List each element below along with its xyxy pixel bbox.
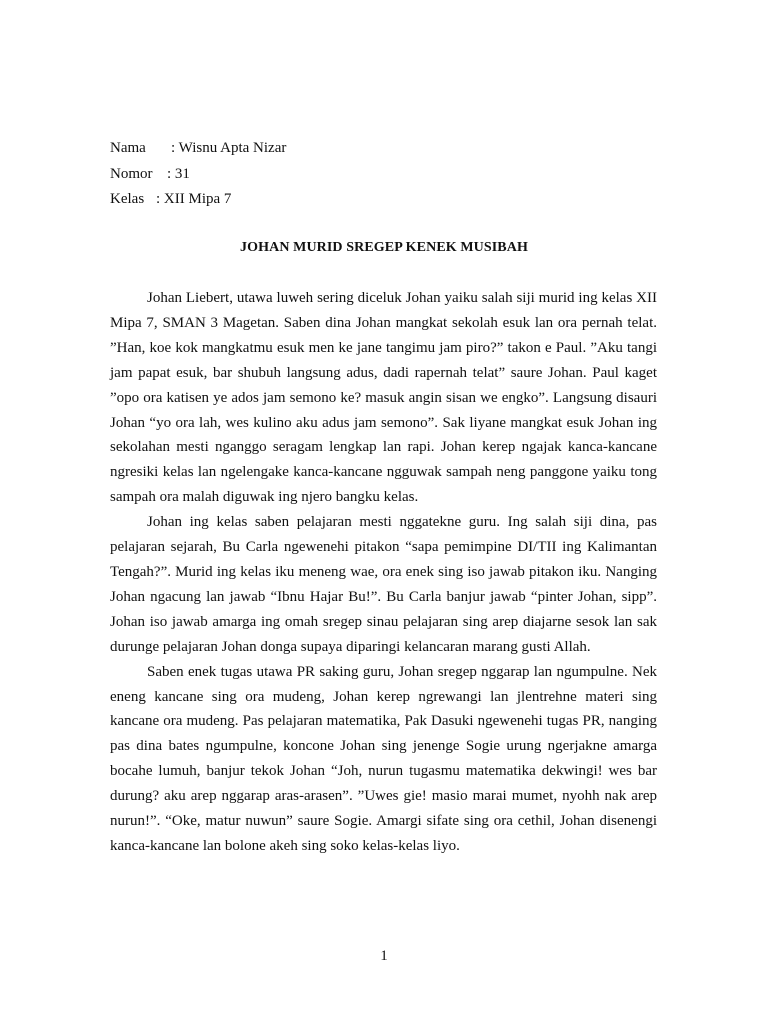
paragraph: Johan ing kelas saben pelajaran mesti nggatekne guru. Ing salah siji dina, pas pelajaran sejarah, Bu Carla ngewenehi pitakon “sapa pemimpine DI/TII ing Kalimantan Tengah?”. Murid ing kelas iku meneng wae, ora enek sing iso jawab pitakon iku. Nanging Johan ngacung lan jawab “Ibnu Hajar Bu!”. Bu Carla banjur jawab “pinter Johan, sipp”. Johan iso jawab amarga ing omah sregep sinau pelajaran sing arep diajarne sesok lan sak durunge pelajaran Johan donga supaya diparingi kelancaran marang gusti Allah. <box>110 514 657 655</box>
page-number: 1 <box>380 948 388 964</box>
student-number-row <box>110 162 286 188</box>
name-label: Nama <box>110 140 146 156</box>
paragraph: Johan Liebert, utawa luweh sering diceluk Johan yaiku salah siji murid ing kelas XII Mipa 7, SMAN 3 Magetan. Saben dina Johan mangkat sekolah esuk lan ora pernah telat. ”Han, koe kok mangkatmu esuk men ke jane tangimu jam piro?” takon e Paul. ”Aku tangi jam papat esuk, bar shubuh langsung adus, dadi rapernah telat” saure Johan. Paul kaget ”opo ora katisen ye ados jam semono ke? masuk angin sisan we engko”. Langsung disauri Johan “yo ora lah, wes kulino aku adus jam semono”. Sak liyane mangkat esuk Johan ing sekolahan mesti nganggo seragam lengkap lan rapi. Johan kerep ngajak kanca-kancane ngresiki kelas lan ngelengake kanca-kancane ngguwak sampah neng panggone yaiku tong sampah ora malah diguwak ing njero bangku kelas. <box>110 290 657 506</box>
name-value: : Wisnu Apta Nizar <box>171 140 287 156</box>
class-label: Kelas <box>110 191 145 207</box>
document-title: JOHAN MURID SREGEP KENEK MUSIBAH <box>240 240 528 255</box>
paragraph: Saben enek tugas utawa PR saking guru, Johan sregep nggarap lan ngumpulne. Nek eneng kancane sing ora mudeng, Johan kerep ngrewangi lan jlentrehne materi sing kancane ora mudeng. Pas pelajaran matematika, Pak Dasuki ngewenehi tugas PR, nanging pas dina bates ngumpulne, koncone Johan sing jenenge Sogie urung ngerjakne amarga bocahe lumuh, banjur tekok Johan “Joh, nurun tugasmu matematika dekwingi! wes bar durung? aku arep nggarap aras-arasen”. ”Uwes gie! masio marai mumet, nyohh nak arep nurun!”. “Oke, matur nuwun” saure Sogie. Amargi sifate sing ora cethil, Johan disenengi kanca-kancane lan bolone akeh sing soko kelas-kelas liyo. <box>110 663 657 854</box>
story-body <box>110 286 657 859</box>
student-class-row <box>110 187 286 213</box>
student-info-block <box>110 136 286 213</box>
student-name-row <box>110 136 286 162</box>
number-label: Nomor <box>110 165 153 182</box>
class-value: : XII Mipa 7 <box>156 191 232 207</box>
number-value: : 31 <box>167 165 190 182</box>
